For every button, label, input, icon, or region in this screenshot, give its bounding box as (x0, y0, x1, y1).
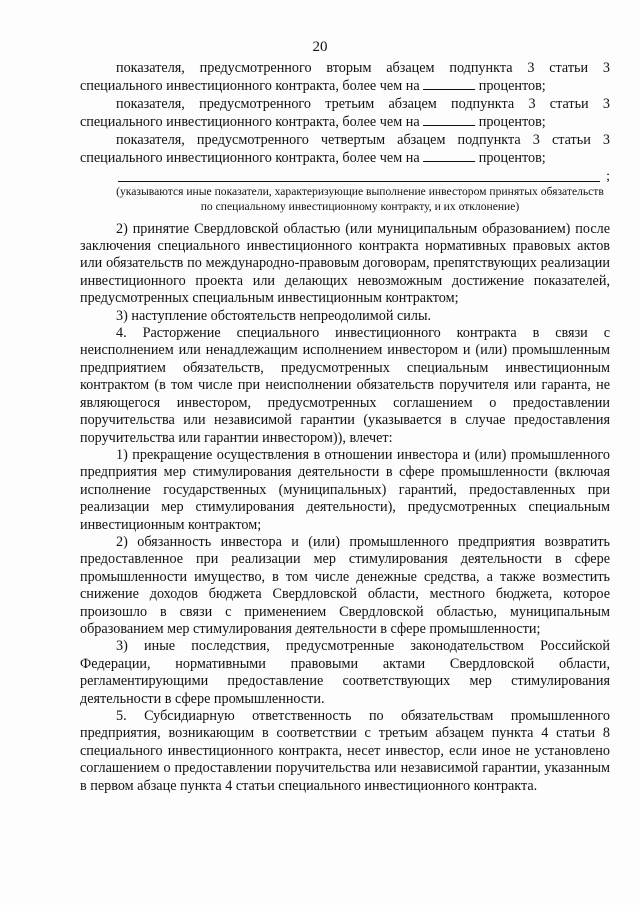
blank-field (423, 77, 475, 90)
document-body (80, 60, 610, 795)
paragraph-item-3: 3) наступление обстоятельств непреодолимой силы. (116, 307, 432, 324)
paragraph-consequence-1: 1) прекращение осуществления в отношении инвестора и (или) промышленного предприятия мер стимулирования деятельности в сфере промышленности (включая исполнение государственных (муниципальных) гарантий, предоставленных при реализации мер стимулирования деятельности), предусмотренных специальным инвестиционным контрактом; (80, 446, 610, 533)
paragraph-text: процентов; (475, 150, 546, 167)
paragraph-text: показателя, предусмотренного третьим абзацем подпункта 3 статьи 3 специального инвестиционного контракта, более чем на (80, 95, 610, 131)
blank-field (423, 113, 475, 126)
paragraph-item-2: 2) принятие Свердловской областью (или муниципальным образованием) после заключения специального инвестиционного контракта нормативных правовых актов или обязательств по международно-правовым договорам, препятствующих реализации инвестиционного проекта или делающих невозможным достижение показателей, предусмотренных специальным инвестиционным контрактом; (80, 220, 610, 307)
paragraph-text: показателя, предусмотренного четвертым абзацем подпункта 3 статьи 3 специального инвестиционного контракта, более чем на (80, 131, 610, 167)
paragraph-section-5: 5. Субсидиарную ответственность по обязательствам промышленного предприятия, возникающим в соответствии с третьим абзацем пункта 4 статьи 8 специального инвестиционного контракта, несет инвестор, если иное не установлено соглашением о предоставлении поручительства или независимой гарантии, указанным в первом абзаце пункта 4 статьи специального инвестиционного контракта. (80, 708, 610, 794)
paragraph-section-4: 4. Расторжение специального инвестиционного контракта в связи с неисполнением или ненадлежащим исполнением инвестором и (или) промышленным предприятием обязательств, предусмотренных специальным инвестиционным контрактом (в том числе при неисполнении обязательств поручителя или гаранта, не являющегося инвестором, предусмотренных соглашением о предоставлении поручительства или независимой гарантии (указывается в случае предоставления поручительства или гарантии инвестором)), влечет: (80, 325, 610, 446)
paragraph-indicator-2 (80, 60, 610, 96)
blank-field (423, 149, 475, 162)
paragraph-indicator-3 (80, 96, 610, 132)
page-number: 20 (312, 39, 328, 55)
paragraph-text: процентов; (475, 114, 546, 131)
blank-line-rule (118, 181, 600, 182)
blank-line-end: ; (606, 169, 610, 185)
blank-line (80, 168, 610, 185)
paragraph-consequence-3: 3) иные последствия, предусмотренные законодательством Российской Федерации, нормативными правовыми актами Свердловской области, регламентирующими предоставление соответствующих мер стимулирования деятельности в сфере промышленности. (80, 638, 610, 707)
paragraph-indicator-4 (80, 132, 610, 168)
paragraph-text: показателя, предусмотренного вторым абзацем подпункта 3 статьи 3 специального инвестиционного контракта, более чем на (80, 60, 610, 95)
footnote-caption: (указываются иные показатели, характеризующие выполнение инвестором принятых обязательств по специальному инвестиционному контракту, и их отклонение) (116, 185, 604, 214)
paragraph-text: процентов; (475, 78, 546, 95)
paragraph-consequence-2: 2) обязанность инвестора и (или) промышленного предприятия возвратить предоставленное при реализации мер стимулирования деятельности в сфере промышленности имущество, в том числе денежные средства, а также возместить снижение доходов бюджета Свердловской области, местного бюджета, которое произошло в связи с применением Свердловской областью, муниципальным образованием мер стимулирования деятельности в сфере промышленности; (80, 533, 610, 637)
